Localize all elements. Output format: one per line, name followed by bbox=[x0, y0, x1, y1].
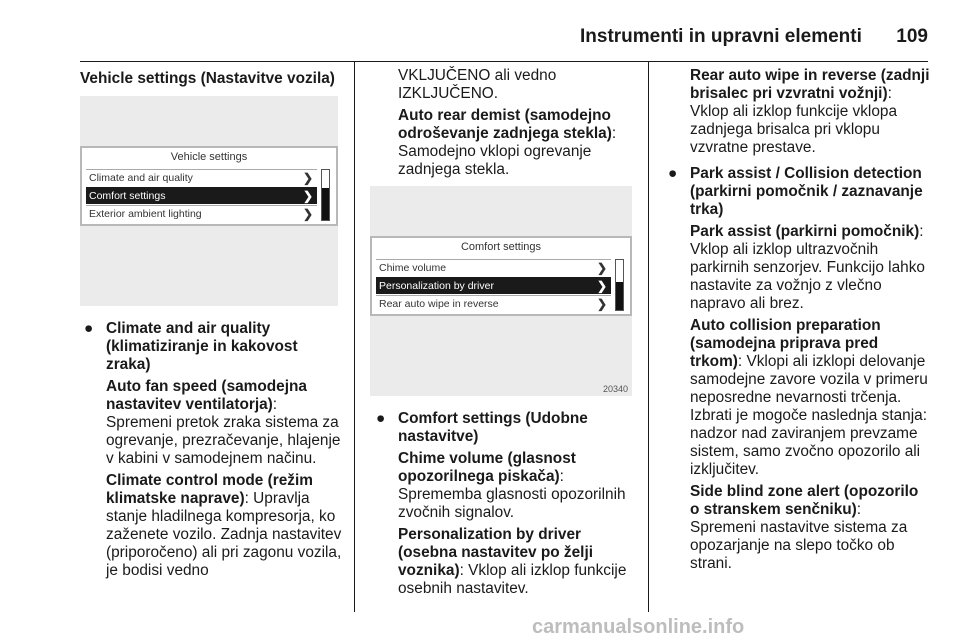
menu-item-rear-wipe bbox=[376, 295, 611, 312]
section-heading: Vehicle settings (Nastavitve vozila) bbox=[80, 70, 335, 87]
menu-item-label: Exterior ambient lighting bbox=[89, 208, 202, 220]
menu-item-label: Rear auto wipe in reverse bbox=[379, 298, 499, 310]
watermark: carmanualsonline.info bbox=[532, 616, 745, 638]
setting-text: Vklop ali izklop ultrazvočnih parkirnih senzorjev. Funkcijo lahko nastavite za vožnjo z vlečno napravo ali brez. bbox=[690, 241, 925, 312]
menu-item-personalization bbox=[376, 277, 611, 294]
setting-text: Samodejno vklopi ogrevanje zadnjega stekla. bbox=[398, 143, 592, 178]
menu-item-label: Personalization by driver bbox=[379, 280, 494, 292]
chevron-right-icon: ❯ bbox=[596, 279, 607, 293]
image-code: 20340 bbox=[602, 384, 628, 394]
chevron-right-icon: ❯ bbox=[596, 297, 607, 311]
setting-label: Climate control mode (režim klimatske naprave) bbox=[106, 472, 313, 507]
middle-column-bottom: ● Comfort settings (Udobne nastavitve) Chime volume (glasnost opozorilnega piskača): Sprememba glasnosti opozorilnih zvočnih signalov. Personalization by driver (osebna nastavitev po želji voznika): Vklop ali izklop funkcije osebnih nastavitev. bbox=[372, 410, 636, 602]
menu-item-label: Chime volume bbox=[379, 262, 447, 274]
right-column: Rear auto wipe in reverse (zadnji brisalec pri vzvratni vožnji): Vklop ali izklop funkcije vklopa zadnjega brisalca pri vklopu vzvratne prestave. ● Park assist / Collision detection (parkirni pomočnik / zaznavanje trka) Park assist (parkirni pomočnik): Vklop ali izklop ultrazvočnih parkirnih senzorjev. Funkcijo lahko nastavite za vožnjo z vlečno napravo ali brez. Auto collision preparation (samodejna priprava pred trkom): Vklopi ali izklopi delovanje samodejne zavore vozila v primeru neposredne nevarnosti trčenja. Izbrati je mogoče naslednja stanja: nadzor nad zaviranjem prevzame sistem, samo zvočno opozorilo ali izključitev. Side blind zone alert (opozorilo o stranskem senčniku): Spremeni nastavitve sistema za opozarjanje na slepo točko ob strani. bbox=[664, 67, 930, 577]
bullet-icon: ● bbox=[376, 410, 386, 427]
page-title: Instrumenti in upravni elementi bbox=[580, 26, 862, 47]
page-header bbox=[580, 26, 928, 56]
bullet-heading: Comfort settings (Udobne nastavitve) bbox=[398, 410, 588, 445]
setting-label: Rear auto wipe in reverse (zadnji brisalec pri vzvratni vožnji) bbox=[690, 67, 930, 102]
menu-item-label: Climate and air quality bbox=[89, 172, 193, 184]
setting-label: Park assist (parkirni pomočnik) bbox=[690, 223, 920, 240]
chevron-right-icon: ❯ bbox=[302, 189, 313, 203]
display-screenshot bbox=[370, 186, 632, 396]
setting-label: Side blind zone alert (opozorilo o stranskem senčniku) bbox=[690, 483, 919, 518]
header-rule bbox=[80, 61, 928, 62]
setting-text: Sprememba glasnosti opozorilnih zvočnih signalov. bbox=[398, 486, 626, 521]
chevron-right-icon: ❯ bbox=[302, 207, 313, 221]
column-divider bbox=[648, 62, 649, 612]
setting-label: Auto collision preparation (samodejna priprava pred trkom) bbox=[690, 317, 881, 370]
setting-text: Vklop ali izklop funkcije vklopa zadnjega brisalca pri vklopu vzvratne prestave. bbox=[690, 103, 898, 156]
menu-item-comfort bbox=[86, 187, 317, 204]
setting-label: Chime volume (glasnost opozorilnega piskača) bbox=[398, 450, 576, 485]
setting-text: Vklopi ali izklopi delovanje samodejne zavore vozila v primeru neposredne nevarnosti trčenja. Izbrati je mogoče naslednja stanja: nadzor nad zaviranjem prevzame sistem, samo zvočno opozorilo ali izključitev. bbox=[690, 353, 928, 478]
left-column-text: ● Climate and air quality (klimatiziranje in kakovost zraka) Auto fan speed (samodejna nastavitev ventilatorja): Spremeni pretok zraka sistema za ogrevanje, prezračevanje, hlajenje v kabini v samodejnem načinu. Climate control mode (režim klimatske naprave): Upravlja stanje hladilnega kompresorja, ko zaženete vozilo. Zadnja nastavitev (priporočeno) ali pri zagonu vozila, je bodisi vedno bbox=[80, 320, 342, 584]
scrollbar-thumb bbox=[616, 282, 623, 310]
menu-item-label: Comfort settings bbox=[89, 190, 166, 202]
menu-item-chime-volume bbox=[376, 259, 611, 276]
setting-text: Vklop ali izklop funkcije osebnih nastavitev. bbox=[398, 562, 627, 597]
settings-panel bbox=[370, 236, 632, 316]
list-item bbox=[664, 165, 930, 219]
setting-text: Spremeni nastavitve sistema za opozarjanje na slepo točko ob strani. bbox=[690, 519, 908, 572]
list-item bbox=[80, 320, 342, 374]
chevron-right-icon: ❯ bbox=[596, 261, 607, 275]
bullet-icon: ● bbox=[668, 165, 678, 182]
continued-text: VKLJUČENO ali vedno IZKLJUČENO. bbox=[398, 67, 557, 102]
setting-label: Personalization by driver (osebna nastavitev po želji voznika) bbox=[398, 526, 594, 579]
bullet-icon: ● bbox=[84, 320, 94, 337]
setting-text: Upravlja stanje hladilnega kompresorja, ko zaženete vozilo. Zadnja nastavitev (priporočeno) ali pri zagonu vozila, je bodisi vedno bbox=[106, 490, 342, 579]
setting-label: Auto fan speed (samodejna nastavitev ventilatorja) bbox=[106, 378, 307, 413]
setting-text: Spremeni pretok zraka sistema za ogrevanje, prezračevanje, hlajenje v kabini v samodejnem načinu. bbox=[106, 414, 341, 467]
column-divider bbox=[354, 62, 355, 612]
list-item bbox=[372, 410, 636, 446]
settings-panel bbox=[80, 146, 338, 226]
scrollbar bbox=[615, 259, 624, 311]
panel-title: Vehicle settings bbox=[170, 151, 248, 163]
menu-item-exterior-lighting bbox=[86, 205, 317, 222]
panel-title: Comfort settings bbox=[460, 241, 542, 253]
chevron-right-icon: ❯ bbox=[302, 171, 313, 185]
bullet-heading: Park assist / Collision detection (parkirni pomočnik / zaznavanje trka) bbox=[690, 165, 923, 218]
bullet-heading: Climate and air quality (klimatiziranje in kakovost zraka) bbox=[106, 320, 298, 373]
scrollbar bbox=[321, 169, 330, 221]
scrollbar-thumb bbox=[322, 188, 329, 220]
display-screenshot bbox=[80, 96, 338, 306]
setting-label: Auto rear demist (samodejno odroševanje zadnjega stekla) bbox=[398, 107, 612, 142]
page-number: 109 bbox=[896, 26, 928, 47]
middle-column-top: VKLJUČENO ali vedno IZKLJUČENO. Auto rear demist (samodejno odroševanje zadnjega stekla): Samodejno vklopi ogrevanje zadnjega stekla. bbox=[398, 67, 634, 183]
menu-item-climate bbox=[86, 169, 317, 186]
